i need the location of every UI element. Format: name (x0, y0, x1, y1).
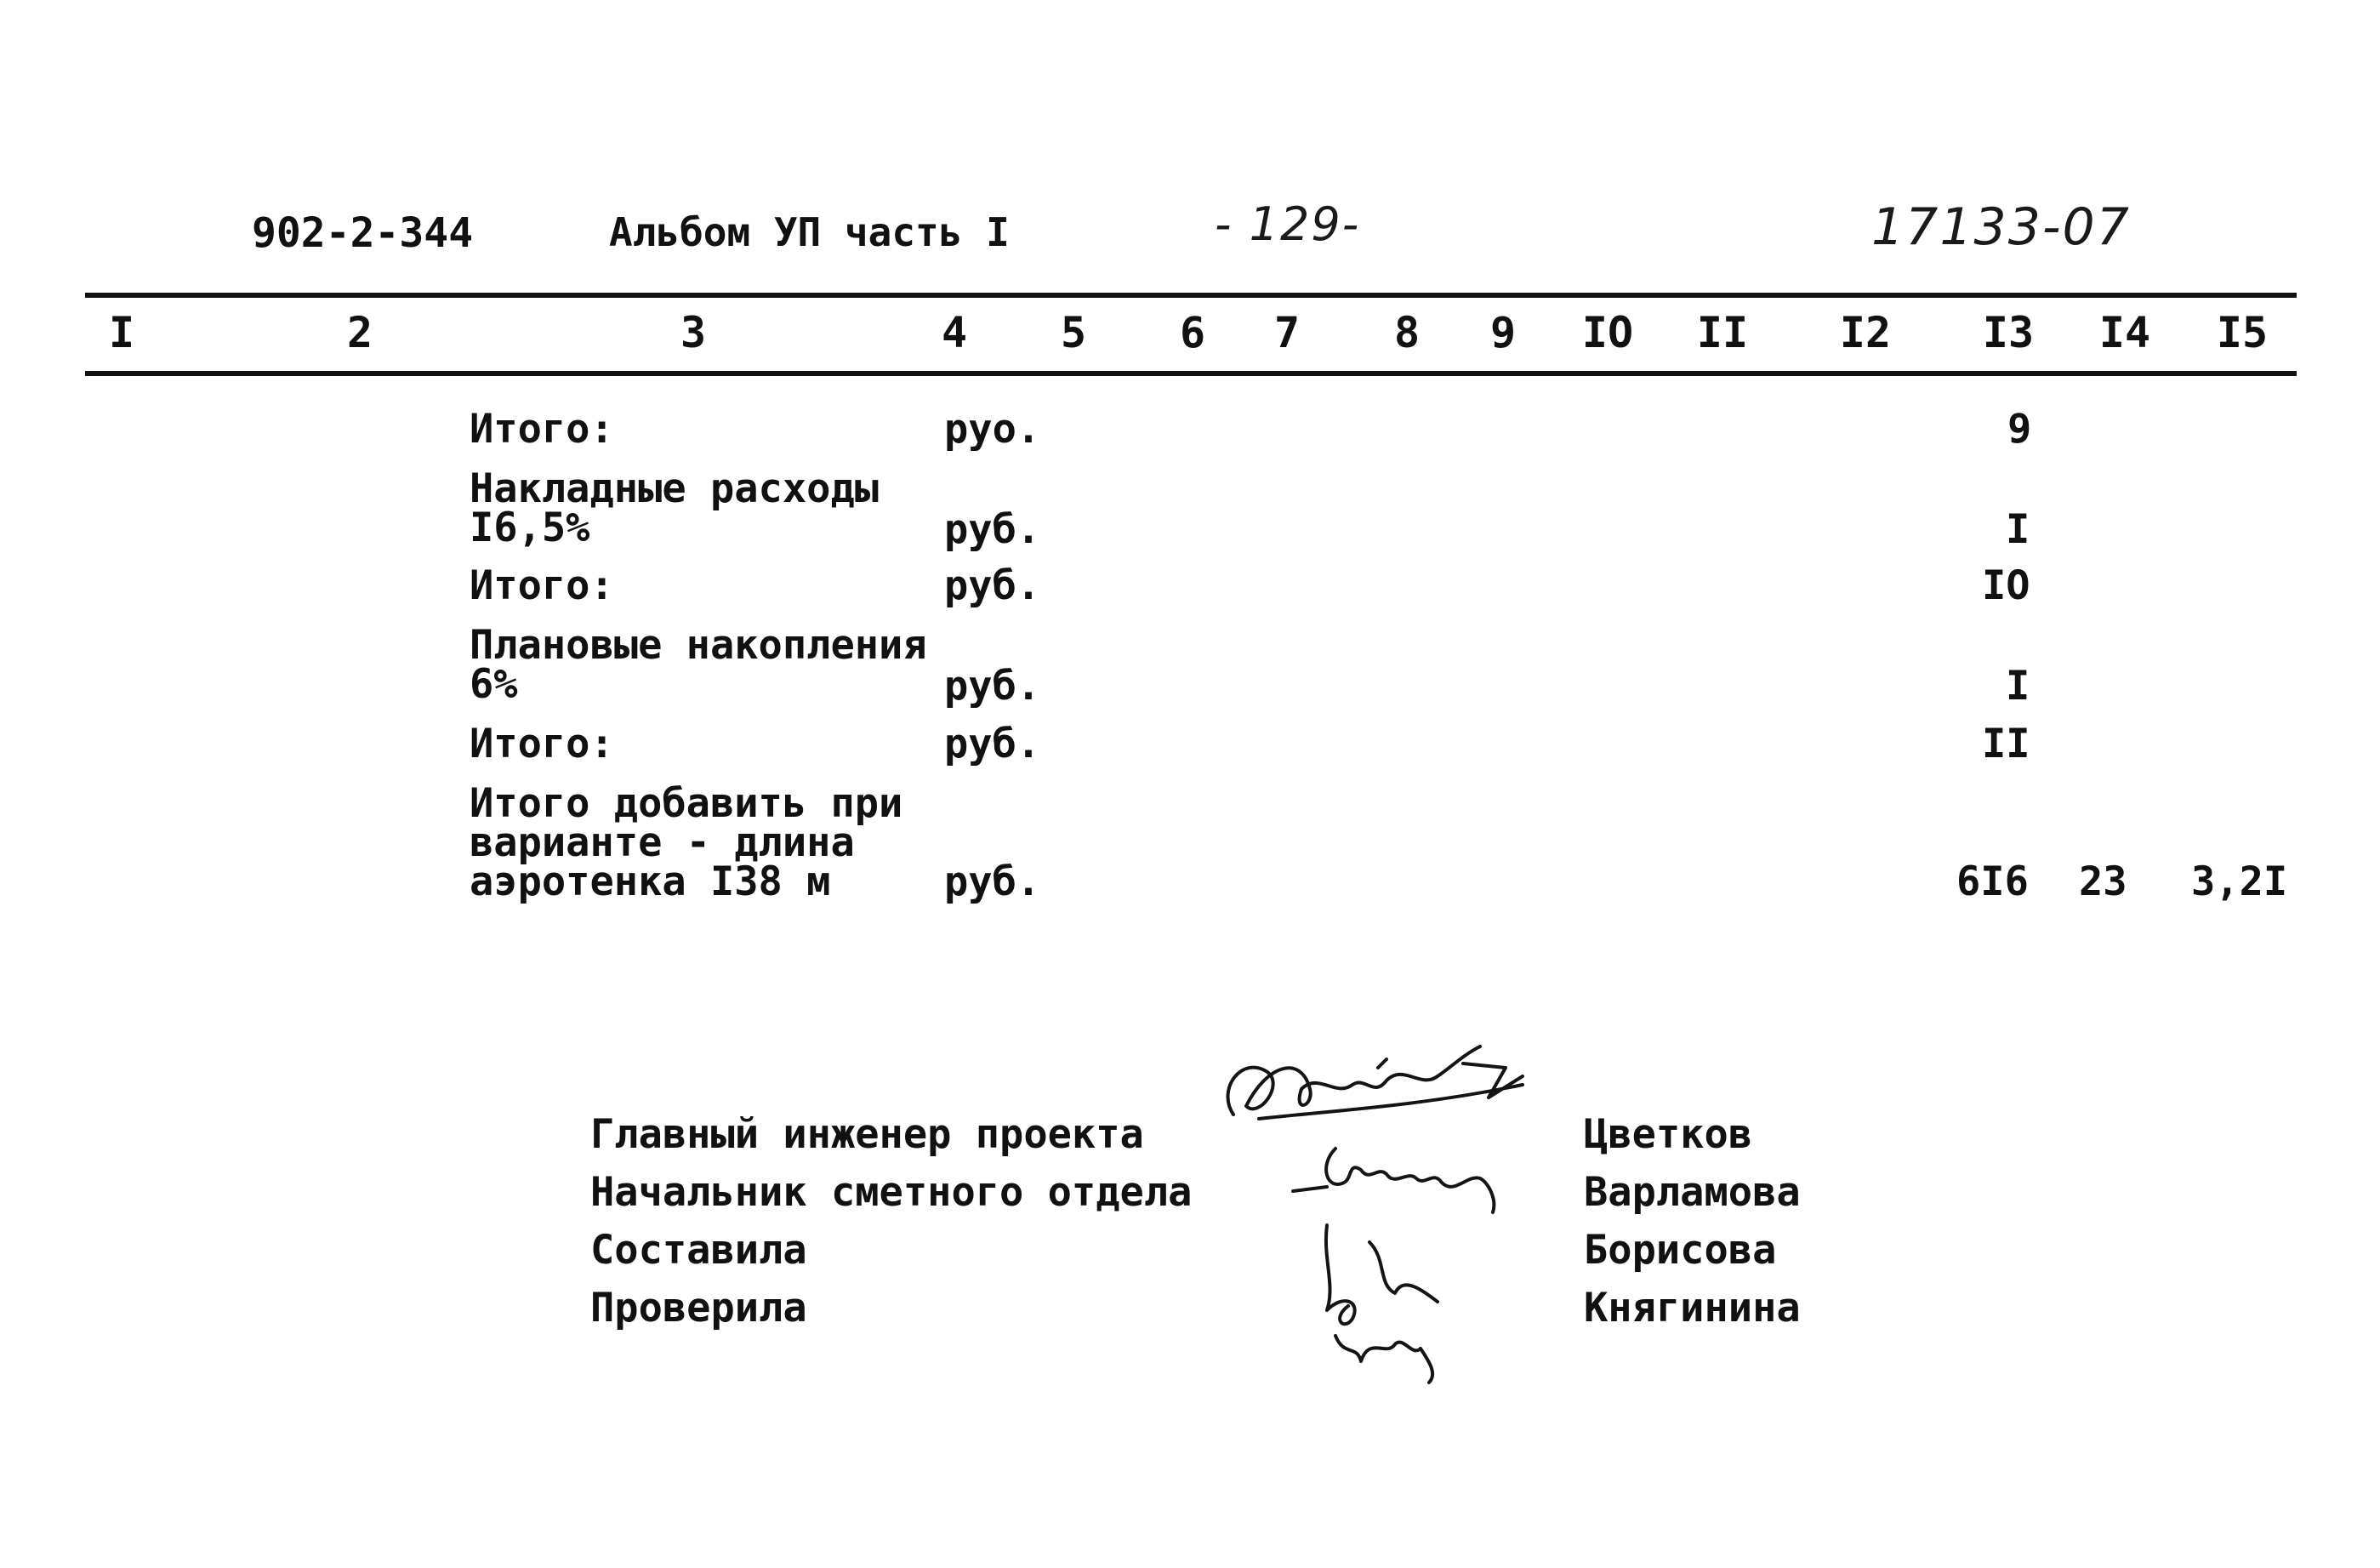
column-number: I5 (2216, 308, 2269, 357)
page-number: - 129- (1215, 197, 1361, 251)
row-col13-value: 9 (2007, 406, 2032, 453)
project-code: 902-2-344 (252, 209, 474, 257)
column-number: I (108, 308, 135, 357)
signature-name: Цветков (1584, 1111, 1753, 1158)
signature-name: Борисова (1584, 1227, 1777, 1274)
signature-mark (1310, 1208, 1463, 1378)
row-description: Накладные расходы (470, 465, 880, 512)
row-description: Итого: (470, 721, 614, 767)
row-col13-value: II (1982, 721, 2030, 767)
row-unit: руб. (944, 663, 1041, 710)
row-unit: руб. (944, 506, 1041, 553)
column-number: 6 (1179, 308, 1206, 357)
row-description: Итого добавить при (470, 780, 903, 827)
row-description: Итого: (470, 562, 614, 609)
column-number: 2 (346, 308, 373, 357)
column-number: 7 (1273, 308, 1301, 357)
signature-role: Главный инженер проекта (590, 1111, 1144, 1158)
row-col15-value: 3,2I (2191, 858, 2288, 905)
row-col13-value: IO (1982, 562, 2030, 609)
column-number: I2 (1839, 308, 1892, 357)
row-col13-value: I (2006, 663, 2030, 710)
row-unit: руб. (944, 562, 1041, 609)
row-col13-value: I (2006, 506, 2030, 553)
column-number: 3 (680, 308, 707, 357)
row-description: аэротенка I38 м (470, 858, 831, 905)
column-number: II (1696, 308, 1749, 357)
column-number: I3 (1982, 308, 2035, 357)
signature-name: Княгинина (1584, 1285, 1801, 1331)
row-description: I6,5% (470, 505, 590, 551)
column-number: 5 (1060, 308, 1087, 357)
row-description: 6% (470, 661, 518, 708)
signature-role: Проверила (590, 1285, 807, 1331)
table-header-bottom-rule (85, 371, 2297, 376)
doc-number: 17133-07 (1871, 197, 2131, 257)
row-unit: руб. (944, 858, 1041, 905)
column-number: 8 (1393, 308, 1421, 357)
row-description: Итого: (470, 406, 614, 453)
table-top-rule (85, 293, 2297, 298)
column-number: IO (1581, 308, 1634, 357)
row-unit: руб. (944, 721, 1041, 767)
row-description: варианте - длина (470, 819, 855, 866)
column-number: 4 (941, 308, 968, 357)
row-col13-value: 6I6 (1956, 858, 2029, 905)
row-col14-value: 23 (2079, 858, 2127, 905)
row-unit: руо. (944, 406, 1041, 453)
signature-name: Варламова (1584, 1169, 1801, 1216)
row-description: Плановые накопления (470, 622, 927, 669)
signature-role: Составила (590, 1227, 807, 1274)
column-number: 9 (1489, 308, 1517, 357)
signature-role: Начальник сметного отдела (590, 1169, 1193, 1216)
column-number: I4 (2098, 308, 2151, 357)
album-label: Альбом УП часть I (609, 209, 1010, 255)
